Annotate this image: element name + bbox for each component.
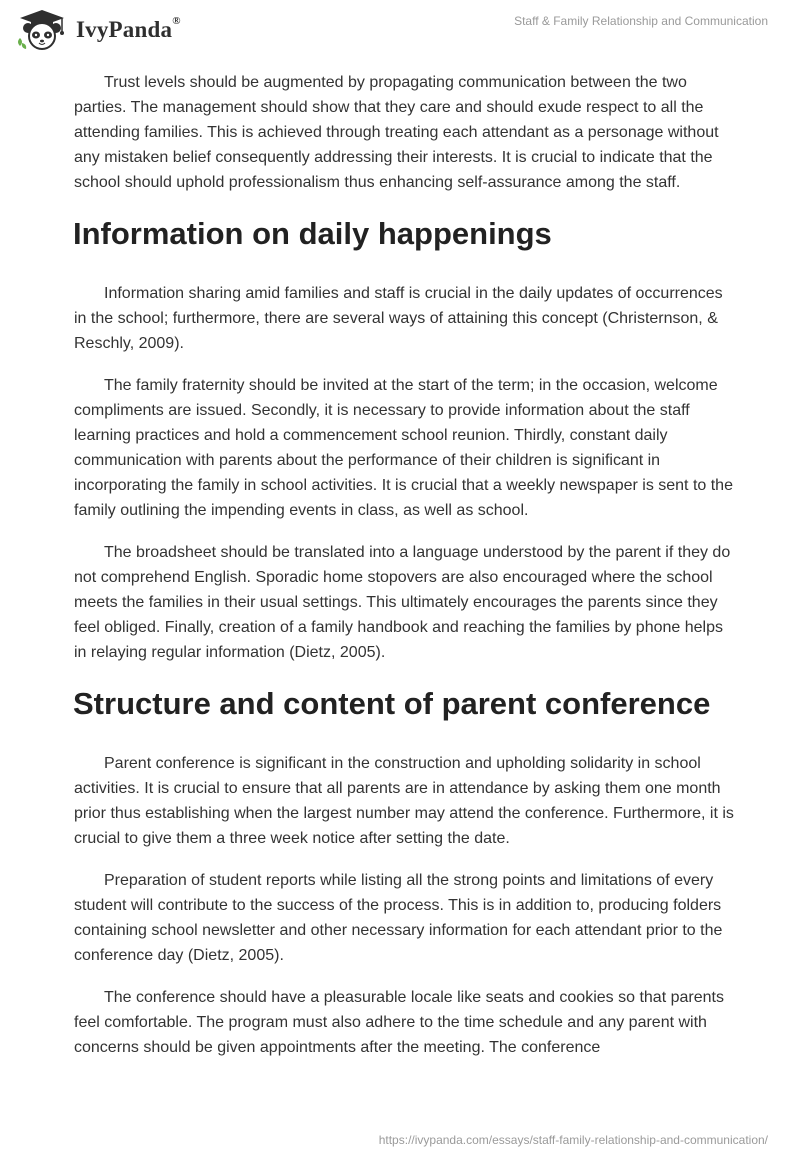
source-url-link[interactable]: https://ivypanda.com/essays/staff-family-relationship-and-communication/ xyxy=(378,1133,768,1147)
logo-text: IvyPanda® xyxy=(76,15,181,42)
intro-paragraph: Trust levels should be augmented by propagating communication between the two parties. The management should show that they care and should exude respect to all the attending families. This is achieved through treating each attendant as a personage without any mistaken belief consequently addressing their interests. It is crucial to indicate that the school should uphold professionalism thus enhancing self-assurance among the staff. xyxy=(74,74,719,191)
registered-mark: ® xyxy=(172,15,181,27)
essay-content xyxy=(74,70,734,1077)
page-header xyxy=(0,0,800,70)
paragraph: The conference should have a pleasurable locale like seats and cookies so that parents feel comfortable. The program must also adhere to the time schedule and any parent with concerns should be given appointments after the meeting. The conference xyxy=(74,989,724,1056)
section-heading-parent-conference: Structure and content of parent conference xyxy=(73,686,711,721)
panda-graduate-icon xyxy=(14,8,70,52)
section-heading-daily-happenings: Information on daily happenings xyxy=(73,216,552,251)
paragraph: The family fraternity should be invited at the start of the term; in the occasion, welcome compliments are issued. Secondly, it is necessary to provide information about the staff learning practices and hold a commencement school reunion. Thirdly, constant daily communication with parents about the performance of their children is significant in incorporating the family in school activities. It is crucial that a weekly newspaper is sent to the family outlining the impending events in class, as well as school. xyxy=(74,377,733,519)
paragraph: Parent conference is significant in the construction and upholding solidarity in school activities. It is crucial to ensure that all parents are in attendance by asking them one month prior thus establishing when the largest number may attend the conference. Furthermore, it is crucial to give them a three week notice after setting the date. xyxy=(74,755,734,847)
paragraph: The broadsheet should be translated into a language understood by the parent if they do not comprehend English. Sporadic home stopovers are also encouraged where the school meets the families in their usual settings. This ultimately encourages the parents since they feel obliged. Finally, creation of a family handbook and reaching the families by phone helps in relaying regular information (Dietz, 2005). xyxy=(74,544,731,661)
paragraph: Preparation of student reports while listing all the strong points and limitations of every student will contribute to the success of the process. This is in addition to, producing folders containing school newsletter and other necessary information for each attendant prior to the conference day (Dietz, 2005). xyxy=(74,872,723,964)
document-title: Staff & Family Relationship and Communication xyxy=(514,14,768,28)
paragraph: Information sharing amid families and staff is crucial in the daily updates of occurrences in the school; furthermore, there are several ways of attaining this concept (Christernson, & Reschly, 2009). xyxy=(74,285,723,352)
ivypanda-logo[interactable] xyxy=(14,8,181,52)
